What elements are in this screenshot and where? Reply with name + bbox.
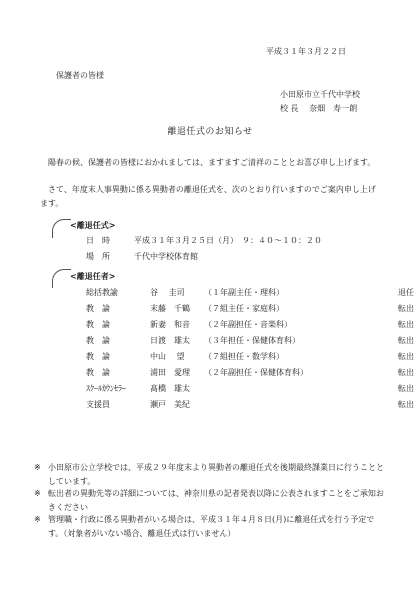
staff-role: （７組主任・家庭科） bbox=[204, 304, 284, 313]
staff-row bbox=[0, 288, 420, 304]
announcement-paragraph: さて、年度末人事異動に係る異動者の離退任式を、次のとおり行いますのでご案内申し上げます。 bbox=[40, 185, 376, 208]
staff-status: 転出 bbox=[398, 320, 414, 329]
note-mark: ※ bbox=[34, 489, 41, 498]
note-text: 転出者の異動先等の詳細については、神奈川県の記者発表以降に公表されますことをご承知おきください bbox=[48, 489, 384, 512]
staff-role: （２年副担任・保健体育科） bbox=[204, 368, 308, 377]
staff-position: ｽｸｰﾙｶｳﾝｾﾗｰ bbox=[86, 384, 126, 393]
staff-name: 中山 望 bbox=[150, 352, 185, 361]
staff-position: 教 論 bbox=[86, 304, 110, 313]
staff-position: 支援員 bbox=[86, 400, 110, 409]
staff-role: （２年副担任・音楽科） bbox=[204, 320, 292, 329]
staff-name: 髙橋 雄太 bbox=[150, 384, 190, 393]
staff-position: 総括教諭 bbox=[86, 288, 118, 297]
staff-status: 転出 bbox=[398, 304, 414, 313]
document-title: 離退任式のお知らせ bbox=[167, 127, 253, 137]
note-text: 管理職・行政に係る異動者がいる場合は、平成３１年４月８日(月)に離退任式を行う予定です。（対象者がいない場合、離退任式は行いません） bbox=[48, 515, 375, 538]
staff-name: 谷 圭司 bbox=[150, 288, 185, 297]
staff-status: 転出 bbox=[398, 352, 414, 361]
staff-name: 新妻 和音 bbox=[150, 320, 190, 329]
staff-role: （７組担任・数学科） bbox=[204, 352, 284, 361]
staff-row bbox=[0, 400, 420, 416]
staff-heading: <離退任者> bbox=[70, 271, 116, 281]
staff-name: 日渡 雄太 bbox=[150, 336, 190, 345]
note-mark: ※ bbox=[34, 463, 41, 472]
staff-status: 転出 bbox=[398, 336, 414, 345]
staff-row bbox=[0, 336, 420, 352]
note-item bbox=[34, 461, 388, 489]
ceremony-place-label: 場 所 bbox=[86, 252, 110, 261]
staff-position: 教 論 bbox=[86, 352, 110, 361]
note-mark: ※ bbox=[34, 515, 41, 524]
document-date: 平成３１年３月２２日 bbox=[266, 47, 346, 56]
note-item bbox=[34, 487, 388, 515]
staff-role: （１年副主任・理科） bbox=[204, 288, 284, 297]
ceremony-date-label: 日 時 bbox=[86, 236, 110, 245]
staff-row bbox=[0, 384, 420, 400]
staff-position: 教 論 bbox=[86, 368, 110, 377]
staff-name: 浦田 愛理 bbox=[150, 368, 190, 377]
principal-name: 校 長 奈畑 寿一朗 bbox=[280, 104, 358, 113]
staff-position: 教 論 bbox=[86, 320, 110, 329]
note-item bbox=[34, 513, 388, 541]
staff-row bbox=[0, 304, 420, 320]
ceremony-date-value: 平成３１年３月２５日（月） ９：４０〜１０：２０ bbox=[134, 236, 322, 245]
staff-row bbox=[0, 320, 420, 336]
staff-status: 転出 bbox=[398, 368, 414, 377]
staff-name: 末藤 千鶴 bbox=[150, 304, 190, 313]
ceremony-heading: <離退任式> bbox=[70, 220, 116, 230]
staff-bracket-decoration bbox=[52, 269, 71, 288]
school-name: 小田原市立千代中学校 bbox=[280, 90, 360, 99]
ceremony-bracket-decoration bbox=[52, 219, 71, 238]
staff-status: 転出 bbox=[398, 400, 414, 409]
staff-row bbox=[0, 352, 420, 368]
staff-status: 転出 bbox=[398, 384, 414, 393]
staff-position: 教 論 bbox=[86, 336, 110, 345]
note-text: 小田原市公立学校では、平成２９年度末より異動者の離退任式を後期最終課業日に行うこととしています。 bbox=[48, 463, 384, 486]
staff-row bbox=[0, 368, 420, 384]
greeting-paragraph: 陽春の候、保護者の皆様におかれましては、ますますご清祥のこととお喜び申し上げます。 bbox=[48, 158, 376, 167]
staff-status: 退任 bbox=[398, 288, 414, 297]
addressee: 保護者の皆様 bbox=[56, 71, 104, 80]
ceremony-place-value: 千代中学校体育館 bbox=[134, 252, 198, 261]
staff-name: 瀬戸 美紀 bbox=[150, 400, 190, 409]
staff-role: （３年担任・保健体育科） bbox=[204, 336, 300, 345]
